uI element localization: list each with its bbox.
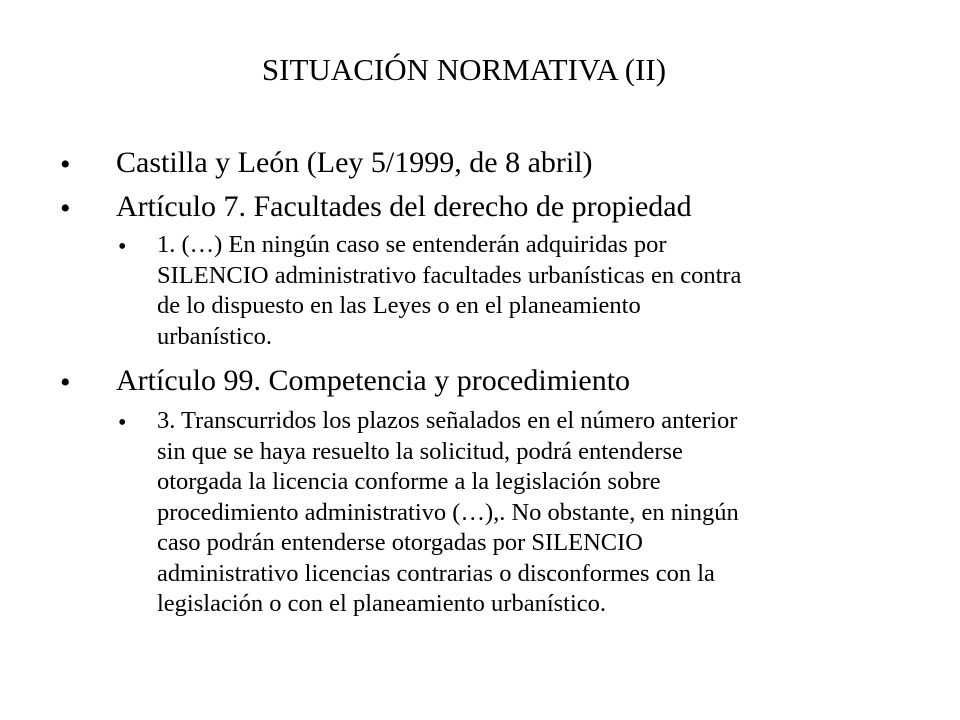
text-line: urbanístico. <box>157 322 272 350</box>
text-line: 1. (…) En ningún caso se entenderán adquiridas por <box>157 231 667 258</box>
sub-item-articulo-99-text <box>157 406 917 620</box>
sub-item-articulo-7-text <box>157 230 917 352</box>
text-line: procedimiento administrativo (…),. No obstante, en ningún <box>157 498 739 526</box>
text-line: SILENCIO administrativo facultades urbanísticas en contra <box>157 261 742 289</box>
text-line: legislación o con el planeamiento urbanístico. <box>157 590 607 617</box>
sub-bullet-icon: • <box>118 410 127 436</box>
sub-bullet-icon: • <box>118 234 127 260</box>
list-item-castilla-y-leon: Castilla y León (Ley 5/1999, de 8 abril) <box>116 146 593 179</box>
text-line: de lo dispuesto en las Leyes o en el planeamiento <box>157 292 641 319</box>
text-line: administrativo licencias contrarias o disconformes con la <box>157 559 715 587</box>
text-line: 3. Transcurridos los plazos señalados en el número anterior <box>157 407 738 434</box>
list-item-articulo-7: Artículo 7. Facultades del derecho de propiedad <box>116 190 692 223</box>
list-item-articulo-99: Artículo 99. Competencia y procedimiento <box>116 364 631 397</box>
bullet-icon: • <box>60 366 71 399</box>
text-line: sin que se haya resuelto la solicitud, podrá entenderse <box>157 437 683 465</box>
slide-title: SITUACIÓN NORMATIVA (II) <box>261 52 667 87</box>
text-line: caso podrán entenderse otorgadas por SILENCIO <box>157 529 644 556</box>
bullet-icon: • <box>60 192 71 225</box>
text-line: otorgada la licencia conforme a la legislación sobre <box>157 468 661 495</box>
bullet-icon: • <box>60 148 71 181</box>
